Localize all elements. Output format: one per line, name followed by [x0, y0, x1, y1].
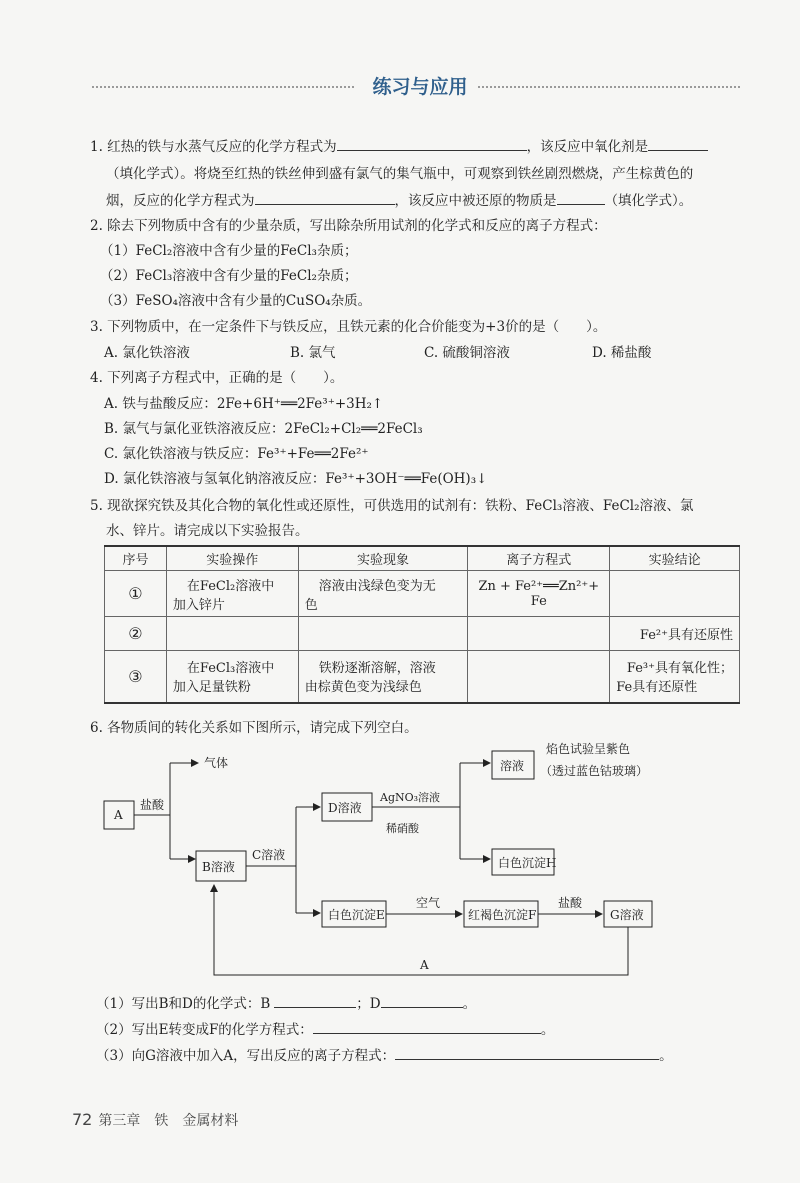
page-footer — [72, 1110, 238, 1130]
blank-e-to-f[interactable] — [313, 1019, 541, 1034]
q6-p1-text-d: ；D — [356, 996, 381, 1012]
section-title: 练习与应用 — [372, 76, 468, 98]
q1-text-a: 1. 红热的铁与水蒸气反应的化学方程式为 — [90, 139, 337, 155]
ph-line: 色 — [304, 597, 318, 613]
q4-option-c[interactable]: C. 氯化铁溶液与铁反应：Fe³⁺+Fe══2Fe²⁺ — [104, 446, 369, 462]
q3-option-a[interactable]: A. 氯化铁溶液 — [104, 345, 190, 361]
q4-stem: 4. 下列离子方程式中，正确的是（ ）。 — [90, 370, 344, 386]
q1-line3 — [106, 189, 692, 209]
label-box-g: G溶液 — [610, 908, 644, 922]
table-row — [105, 571, 740, 617]
q6-p2-end: 。 — [540, 1022, 555, 1038]
cell-operation[interactable] — [166, 651, 298, 703]
q6-p3-end: 。 — [659, 1048, 673, 1064]
label-agno3: AgNO₃溶液 — [380, 791, 441, 804]
q6-p1-text: （1）写出B和D的化学式：B — [96, 996, 271, 1012]
op-line: 加入锌片 — [172, 597, 225, 613]
label-air: 空气 — [416, 896, 441, 910]
label-a-loop: A — [420, 958, 429, 972]
label-flame-2: （透过蓝色钴玻璃） — [540, 764, 649, 778]
q6-p1-end: 。 — [462, 996, 477, 1012]
label-box-a: A — [114, 808, 123, 822]
cell-operation[interactable] — [166, 617, 298, 651]
q1-line1 — [90, 135, 708, 155]
conversion-diagram — [90, 735, 690, 985]
table-header-row — [105, 546, 740, 571]
col-header: 离子方程式 — [468, 546, 610, 571]
cell-equation[interactable] — [468, 617, 610, 651]
q2-stem: 2. 除去下列物质中含有的少量杂质，写出除杂所用试剂的化学式和反应的离子方程式： — [90, 218, 607, 234]
chapter-label: 第三章 铁 金属材料 — [98, 1113, 239, 1129]
table-row — [105, 617, 740, 651]
q1-blank-equation[interactable] — [337, 136, 527, 151]
label-box-b: B溶液 — [202, 860, 235, 874]
q1-blank-oxidant[interactable] — [648, 136, 708, 151]
cell-phenomenon[interactable] — [298, 617, 468, 651]
cell-phenomenon[interactable] — [298, 651, 468, 703]
q4-option-b[interactable]: B. 氯气与氯化亚铁溶液反应：2FeCl₂+Cl₂══2FeCl₃ — [104, 421, 423, 437]
q4-option-d[interactable]: D. 氯化铁溶液与氢氧化钠溶液反应：Fe³⁺+3OH⁻══Fe(OH)₃↓ — [104, 471, 488, 487]
q2-item-2: （2）FeCl₃溶液中含有少量的FeCl₂杂质； — [100, 268, 358, 284]
ph-line: 溶液由浅绿色变为无 — [318, 578, 436, 594]
label-box-solution: 溶液 — [500, 759, 525, 773]
q3-stem: 3. 下列物质中，在一定条件下与铁反应，且铁元素的化合价能变为+3价的是（ ）。 — [90, 319, 607, 335]
cell-conclusion[interactable] — [610, 651, 740, 703]
cell-phenomenon[interactable] — [298, 571, 468, 617]
label-flame-1: 焰色试验呈紫色 — [546, 742, 631, 756]
q1-text-c: 烟，反应的化学方程式为 — [106, 193, 255, 209]
q6-stem: 6. 各物质间的转化关系如下图所示，请完成下列空白。 — [90, 720, 418, 736]
q2-item-3: （3）FeSO₄溶液中含有少量的CuSO₄杂质。 — [100, 293, 372, 309]
col-header: 实验现象 — [298, 546, 468, 571]
blank-b-formula[interactable] — [274, 993, 356, 1008]
cell-operation[interactable] — [166, 571, 298, 617]
table-row — [105, 651, 740, 703]
row-number: ② — [105, 617, 167, 651]
ph-line: 铁粉逐渐溶解，溶液 — [318, 661, 436, 677]
label-box-d: D溶液 — [328, 801, 362, 815]
experiment-table — [104, 545, 740, 704]
op-line: 在FeCl₂溶液中 — [186, 578, 275, 594]
col-header: 序号 — [105, 546, 167, 571]
cell-conclusion[interactable] — [610, 571, 740, 617]
q1-blank-reduced[interactable] — [557, 190, 605, 205]
cell-conclusion[interactable] — [610, 617, 740, 651]
q6-p2-text: （2）写出E转变成F的化学方程式： — [96, 1022, 313, 1038]
q3-option-c[interactable]: C. 硫酸铜溶液 — [424, 345, 510, 361]
blank-d-formula[interactable] — [381, 993, 463, 1008]
ph-line: 由棕黄色变为浅绿色 — [304, 680, 422, 696]
q2-item-1: （1）FeCl₂溶液中含有少量的FeCl₃杂质； — [100, 243, 358, 259]
q1-blank-equation2[interactable] — [255, 190, 395, 205]
row-number: ① — [105, 571, 167, 617]
cell-equation[interactable] — [468, 651, 610, 703]
q6-part-1 — [96, 992, 476, 1012]
q4-option-a[interactable]: A. 铁与盐酸反应：2Fe+6H⁺══2Fe³⁺+3H₂↑ — [104, 396, 384, 412]
cell-equation[interactable]: Zn + Fe²⁺══Zn²⁺+ Fe — [468, 571, 610, 617]
page-number: 72 — [72, 1110, 93, 1129]
label-c: C溶液 — [252, 848, 286, 862]
label-hcl-2: 盐酸 — [558, 896, 583, 910]
col-header: 实验结论 — [610, 546, 740, 571]
label-box-h: 白色沉淀H — [498, 856, 557, 870]
q6-part-3 — [96, 1044, 673, 1064]
op-line: 在FeCl₃溶液中 — [186, 661, 275, 677]
q5-line1: 5. 现欲探究铁及其化合物的氧化性或还原性，可供选用的试剂有：铁粉、FeCl₃溶液、FeCl₂溶液、氯 — [90, 498, 694, 514]
q1-line2: （填化学式）。将烧至红热的铁丝伸到盛有氯气的集气瓶中，可观察到铁丝剧烈燃烧，产生棕黄色的 — [106, 166, 694, 182]
q3-option-d[interactable]: D. 稀盐酸 — [592, 345, 652, 361]
label-box-f: 红褐色沉淀F — [468, 908, 537, 922]
label-gas: 气体 — [204, 756, 229, 770]
row-number: ③ — [105, 651, 167, 703]
q1-text-b: ，该反应中氧化剂是 — [526, 139, 649, 155]
col-header: 实验操作 — [166, 546, 298, 571]
conc-line: Fe²⁺具有还原性 — [639, 628, 733, 643]
conc-line: Fe³⁺具有氧化性； — [626, 661, 733, 677]
label-hcl-1: 盐酸 — [140, 798, 165, 812]
conc-line: Fe具有还原性 — [616, 680, 698, 696]
label-hno3: 稀硝酸 — [386, 822, 419, 835]
header-rule-right — [478, 86, 740, 88]
q5-line2: 水、锌片。请完成以下实验报告。 — [106, 523, 309, 539]
label-box-e: 白色沉淀E — [328, 908, 385, 922]
q1-text-d: ，该反应中被还原的物质是 — [394, 193, 557, 209]
q6-p3-text: （3）向G溶液中加入A，写出反应的离子方程式： — [96, 1048, 396, 1064]
q1-text-e: （填化学式）。 — [604, 193, 693, 209]
op-line: 加入足量铁粉 — [172, 680, 251, 696]
q3-option-b[interactable]: B. 氯气 — [290, 345, 336, 361]
blank-g-ionic[interactable] — [395, 1045, 659, 1060]
header-rule-left — [92, 86, 354, 88]
q6-part-2 — [96, 1018, 554, 1038]
